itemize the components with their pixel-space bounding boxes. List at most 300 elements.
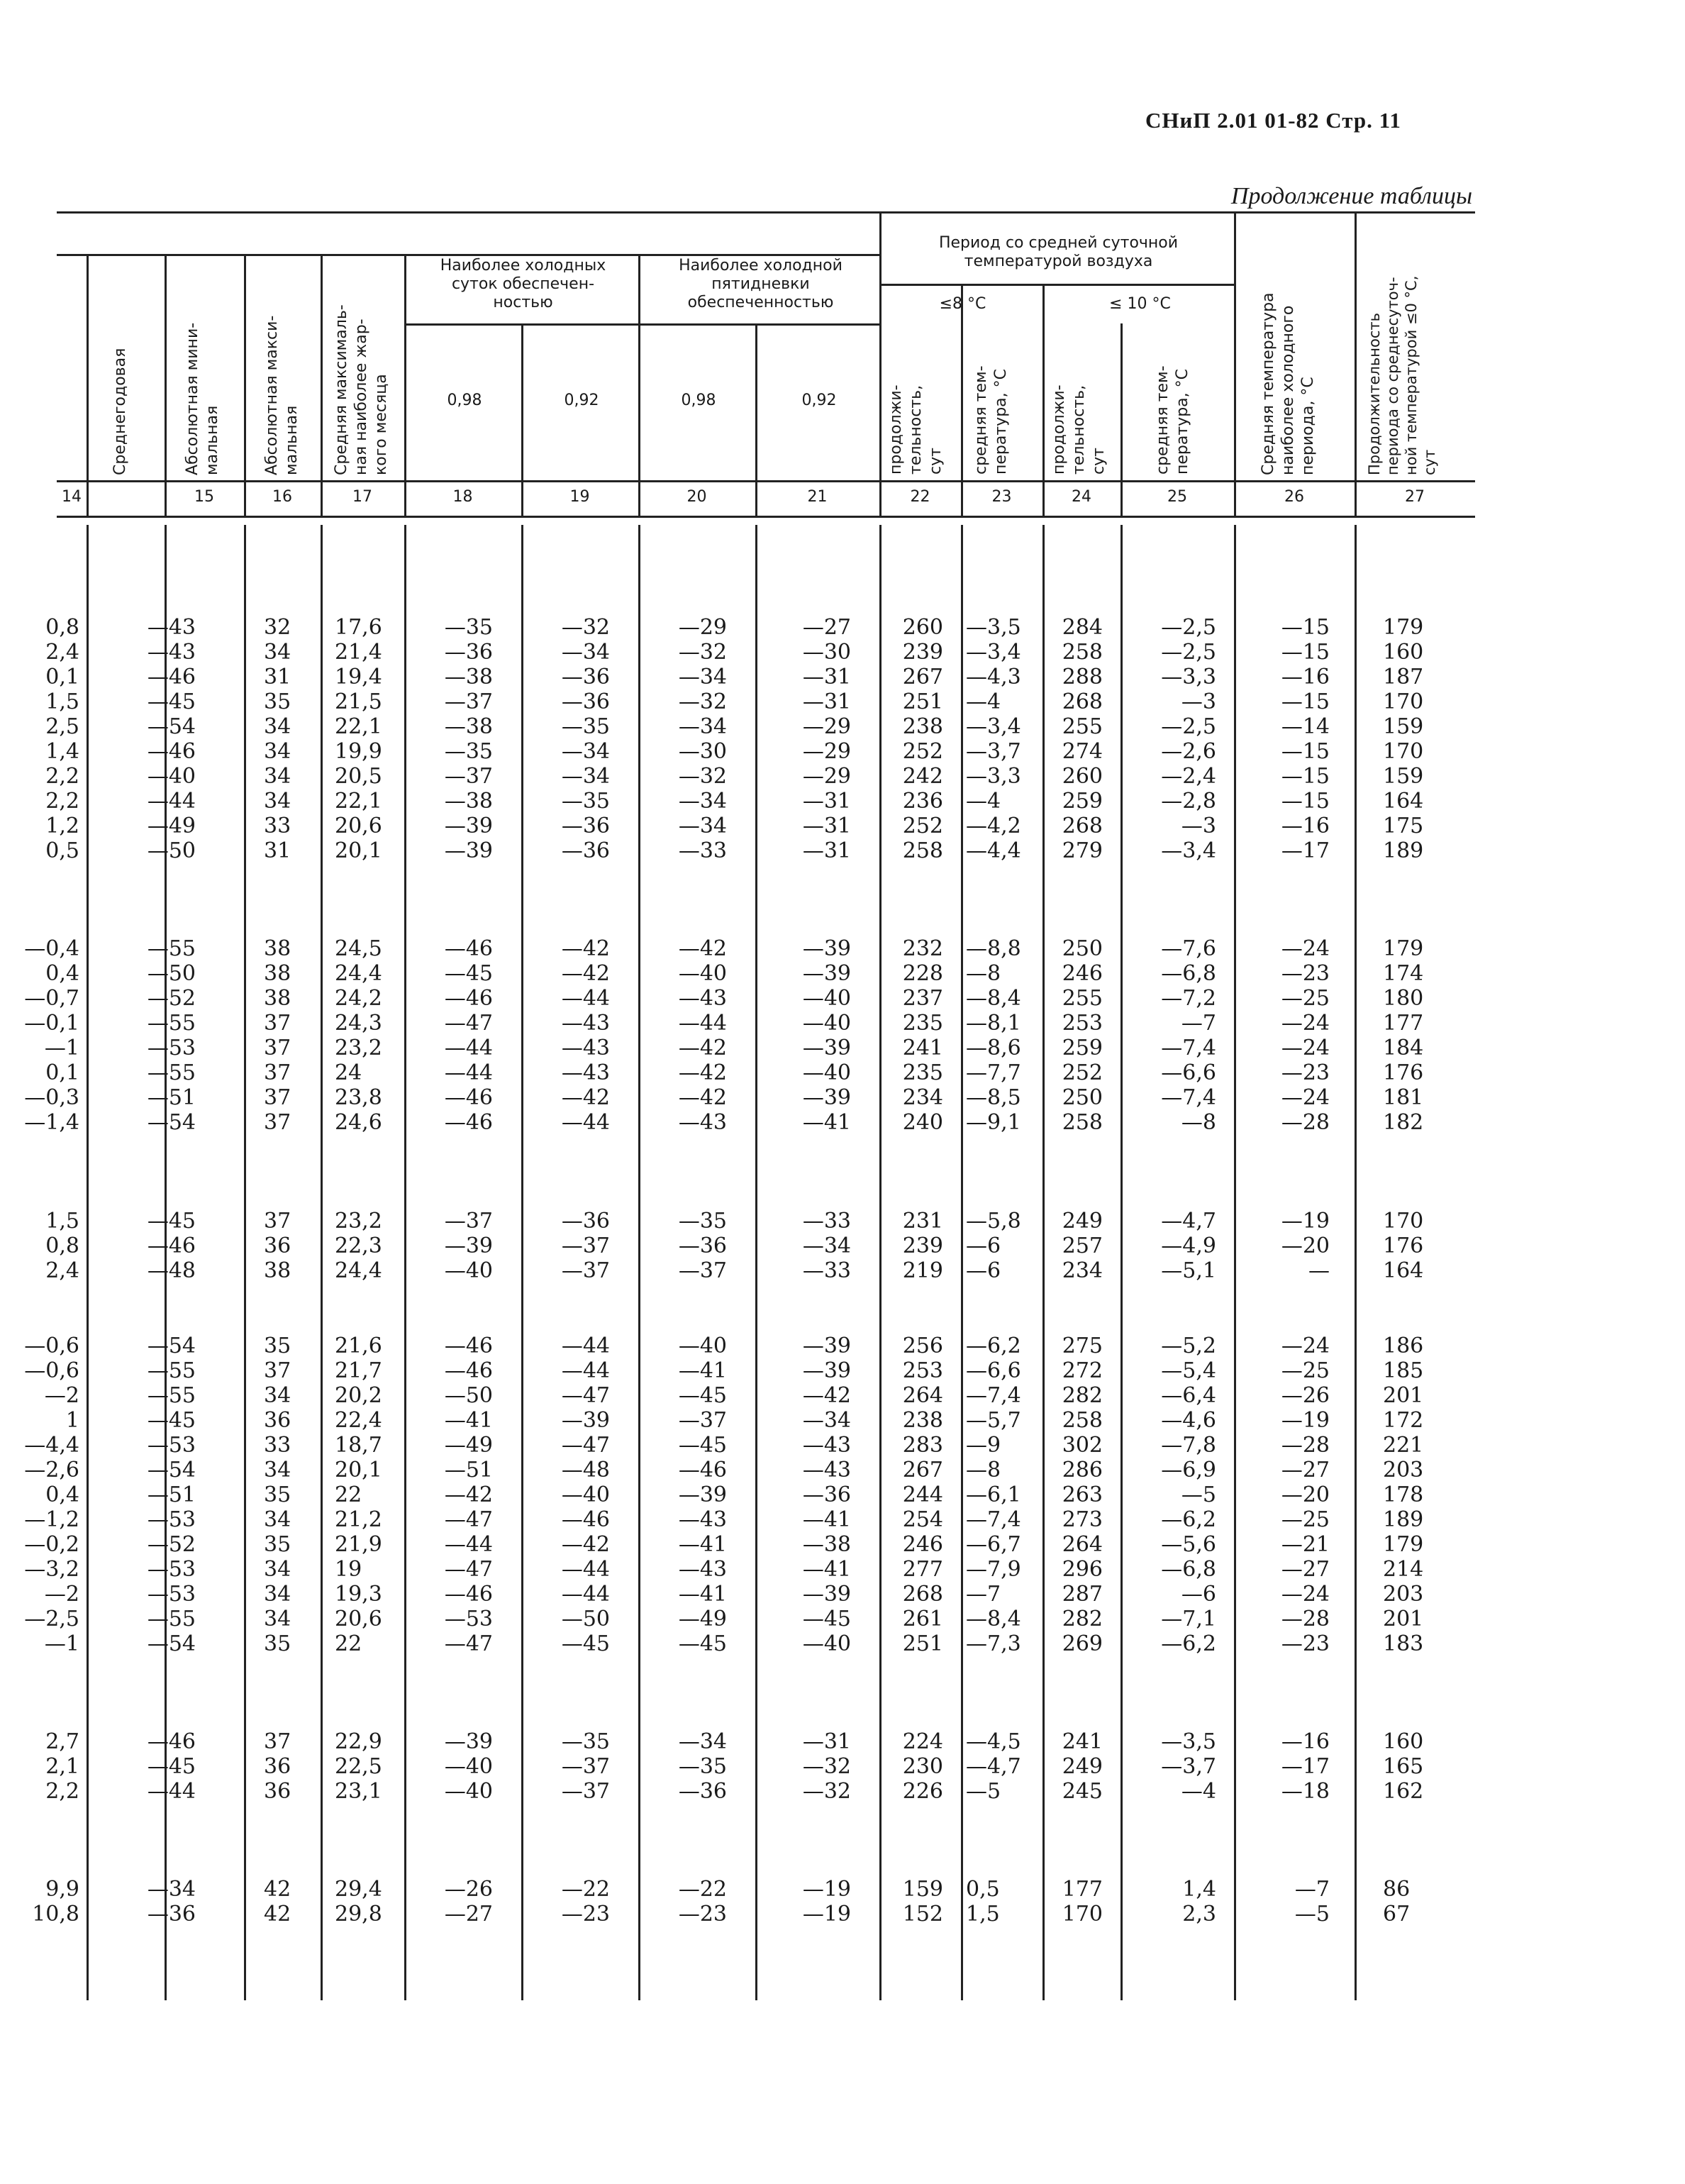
table-cell-c25: 1,4: [1182, 1877, 1216, 1902]
table-cell-c27: 160: [1383, 1729, 1424, 1754]
sub-le-8-header: ≤8 °C: [939, 295, 986, 313]
table-cell-c25: —7,6: [1161, 936, 1216, 961]
table-cell-c14: 1,5: [45, 689, 79, 714]
table-cell-c18: —35: [444, 739, 493, 764]
table-cell-c27: 164: [1383, 1258, 1424, 1283]
table-cell-c26: —28: [1281, 1433, 1330, 1458]
table-cell-c20: —42: [678, 1060, 727, 1085]
table-cell-c26: —23: [1281, 1631, 1330, 1656]
table-cell-c20: —45: [678, 1433, 727, 1458]
table-cell-c17: 21,7: [335, 1358, 382, 1383]
table-cell-c26: —15: [1281, 739, 1330, 764]
table-cell-c19: —23: [561, 1902, 610, 1927]
table-cell-c27: 159: [1383, 764, 1424, 789]
table-cell-c17: 18,7: [335, 1433, 382, 1458]
table-cell-c26: —25: [1281, 1507, 1330, 1532]
table-cell-c15: —55: [147, 1383, 196, 1408]
table-cell-c25: —2,5: [1161, 615, 1216, 640]
table-cell-c24: 287: [1062, 1582, 1103, 1607]
table-cell-c16: 35: [264, 1631, 291, 1656]
table-cell-c21: —39: [802, 1582, 851, 1607]
table-cell-c16: 34: [264, 640, 291, 665]
table-cell-c20: —34: [678, 714, 727, 739]
table-cell-c19: —43: [561, 1060, 610, 1085]
table-cell-c23: —6,1: [966, 1482, 1021, 1507]
table-cell-c27: 86: [1383, 1877, 1411, 1902]
table-cell-c26: —15: [1281, 640, 1330, 665]
table-cell-c20: —34: [678, 789, 727, 814]
table-cell-c18: —38: [444, 714, 493, 739]
table-cell-c17: 22: [335, 1631, 362, 1656]
table-cell-c22: 253: [902, 1358, 943, 1383]
table-cell-c14: 2,2: [45, 764, 79, 789]
table-cell-c22: 251: [902, 1631, 943, 1656]
table-cell-c27: 180: [1383, 986, 1424, 1011]
table-cell-c14: 2,1: [45, 1754, 79, 1779]
table-cell-c25: —5: [1181, 1482, 1216, 1507]
table-cell-c23: —8,1: [966, 1011, 1021, 1036]
col-number: 26: [1284, 488, 1304, 506]
table-cell-c18: —53: [444, 1607, 493, 1631]
table-cell-c18: —39: [444, 838, 493, 863]
table-cell-c15: —53: [147, 1557, 196, 1582]
table-cell-c25: —4,9: [1161, 1234, 1216, 1258]
table-cell-c15: —51: [147, 1482, 196, 1507]
table-cell-c23: —8,8: [966, 936, 1021, 961]
table-cell-c25: —7,2: [1161, 986, 1216, 1011]
table-cell-c25: —6,9: [1161, 1458, 1216, 1482]
table-cell-c25: —6,2: [1161, 1507, 1216, 1532]
table-cell-c15: —55: [147, 1011, 196, 1036]
table-cell-c26: —19: [1281, 1408, 1330, 1433]
table-cell-c21: —32: [802, 1754, 851, 1779]
table-cell-c18: —39: [444, 1729, 493, 1754]
table-cell-c15: —50: [147, 961, 196, 986]
table-cell-c19: —35: [561, 714, 610, 739]
table-cell-c23: —8: [966, 1458, 1001, 1482]
table-cell-c26: —24: [1281, 1085, 1330, 1110]
table-cell-c15: —54: [147, 1458, 196, 1482]
table-cell-c16: 36: [264, 1234, 291, 1258]
document-code: СНиП 2.01 01-82 Стр. 11: [1145, 108, 1401, 133]
table-cell-c17: 19,3: [335, 1582, 382, 1607]
table-cell-c17: 19,9: [335, 739, 382, 764]
table-cell-c25: —2,5: [1161, 640, 1216, 665]
table-cell-c25: —3: [1181, 689, 1216, 714]
table-cell-c22: 267: [902, 665, 943, 689]
table-cell-c26: —23: [1281, 961, 1330, 986]
table-cell-c21: —31: [802, 665, 851, 689]
table-cell-c23: —5: [966, 1779, 1001, 1804]
table-cell-c23: —9: [966, 1433, 1001, 1458]
dur-8-header: продолжи- тельность, сут: [887, 384, 945, 475]
table-cell-c24: 245: [1062, 1779, 1103, 1804]
table-cell-c14: 0,4: [45, 1482, 79, 1507]
table-cell-c19: —44: [561, 1110, 610, 1135]
table-cell-c26: —16: [1281, 1729, 1330, 1754]
table-cell-c20: —41: [678, 1582, 727, 1607]
table-cell-c17: 21,6: [335, 1334, 382, 1358]
table-cell-c15: —53: [147, 1582, 196, 1607]
table-cell-c14: —4,4: [24, 1433, 79, 1458]
table-cell-c27: 178: [1383, 1482, 1424, 1507]
table-cell-c15: —52: [147, 1532, 196, 1557]
table-cell-c22: 239: [902, 1234, 943, 1258]
table-cell-c16: 35: [264, 1334, 291, 1358]
table-cell-c26: —: [1308, 1258, 1330, 1283]
col-number: 17: [352, 488, 372, 506]
col-number: 18: [452, 488, 473, 506]
table-cell-c14: —1: [44, 1631, 79, 1656]
table-cell-c15: —46: [147, 665, 196, 689]
table-cell-c27: 183: [1383, 1631, 1424, 1656]
table-cell-c27: 203: [1383, 1458, 1424, 1482]
table-cell-c14: 0,1: [45, 665, 79, 689]
table-cell-c27: 67: [1383, 1902, 1411, 1927]
table-cell-c16: 33: [264, 1433, 291, 1458]
table-cell-c19: —42: [561, 1532, 610, 1557]
table-cell-c17: 23,8: [335, 1085, 382, 1110]
table-cell-c18: —38: [444, 665, 493, 689]
table-cell-c20: —43: [678, 1507, 727, 1532]
table-cell-c27: 203: [1383, 1582, 1424, 1607]
table-cell-c22: 283: [902, 1433, 943, 1458]
table-cell-c26: —16: [1281, 814, 1330, 838]
dur-10-header: продолжи- тельность, сут: [1050, 384, 1108, 475]
table-cell-c22: 241: [902, 1036, 943, 1060]
table-cell-c16: 42: [264, 1877, 291, 1902]
table-cell-c24: 286: [1062, 1458, 1103, 1482]
table-cell-c20: —40: [678, 961, 727, 986]
table-cell-c19: —45: [561, 1631, 610, 1656]
table-cell-c22: 239: [902, 640, 943, 665]
table-cell-c16: 37: [264, 1011, 291, 1036]
table-cell-c16: 34: [264, 1557, 291, 1582]
table-cell-c20: —30: [678, 739, 727, 764]
table-cell-c20: —32: [678, 764, 727, 789]
table-cell-c15: —49: [147, 814, 196, 838]
table-cell-c22: 228: [902, 961, 943, 986]
table-cell-c22: 252: [902, 739, 943, 764]
table-cell-c27: 159: [1383, 714, 1424, 739]
table-cell-c15: —54: [147, 1631, 196, 1656]
table-cell-c15: —44: [147, 789, 196, 814]
table-cell-c16: 34: [264, 764, 291, 789]
table-cell-c18: —45: [444, 961, 493, 986]
table-cell-c23: —8,6: [966, 1036, 1021, 1060]
table-cell-c14: 2,4: [45, 1258, 79, 1283]
table-cell-c14: 1: [65, 1408, 79, 1433]
table-cell-c25: —6,6: [1161, 1060, 1216, 1085]
col-number: 14: [62, 488, 82, 506]
table-cell-c26: —28: [1281, 1607, 1330, 1631]
table-cell-c17: 21,5: [335, 689, 382, 714]
table-cell-c22: 258: [902, 838, 943, 863]
table-cell-c18: —41: [444, 1408, 493, 1433]
table-cell-c18: —37: [444, 1209, 493, 1234]
p098-header: 0,98: [681, 392, 716, 409]
table-cell-c26: —24: [1281, 936, 1330, 961]
table-cell-c19: —37: [561, 1258, 610, 1283]
table-cell-c18: —47: [444, 1631, 493, 1656]
table-cell-c21: —33: [802, 1209, 851, 1234]
table-cell-c26: —15: [1281, 615, 1330, 640]
table-cell-c17: 23,2: [335, 1209, 382, 1234]
table-cell-c16: 34: [264, 739, 291, 764]
table-cell-c18: —37: [444, 689, 493, 714]
table-cell-c24: 258: [1062, 1408, 1103, 1433]
table-cell-c20: —33: [678, 838, 727, 863]
table-cell-c21: —39: [802, 1036, 851, 1060]
table-cell-c20: —49: [678, 1607, 727, 1631]
table-cell-c21: —31: [802, 689, 851, 714]
table-cell-c24: 246: [1062, 961, 1103, 986]
table-cell-c23: —3,7: [966, 739, 1021, 764]
table-cell-c22: 238: [902, 714, 943, 739]
table-cell-c18: —39: [444, 814, 493, 838]
table-cell-c17: 17,6: [335, 615, 382, 640]
table-cell-c26: —24: [1281, 1582, 1330, 1607]
table-cell-c24: 170: [1062, 1902, 1103, 1927]
table-cell-c25: —6,8: [1161, 961, 1216, 986]
table-cell-c15: —54: [147, 1334, 196, 1358]
table-cell-c26: —16: [1281, 665, 1330, 689]
table-cell-c21: —29: [802, 739, 851, 764]
table-cell-c22: 224: [902, 1729, 943, 1754]
temp-10-header: средняя тем- пература, °C: [1154, 365, 1191, 475]
table-cell-c21: —33: [802, 1258, 851, 1283]
table-cell-c19: —47: [561, 1383, 610, 1408]
table-cell-c19: —44: [561, 1334, 610, 1358]
table-cell-c24: 177: [1062, 1877, 1103, 1902]
table-cell-c22: 251: [902, 689, 943, 714]
table-cell-c23: —6,7: [966, 1532, 1021, 1557]
table-cell-c15: —48: [147, 1258, 196, 1283]
table-cell-c23: —8,5: [966, 1085, 1021, 1110]
table-cell-c27: 177: [1383, 1011, 1424, 1036]
table-cell-c16: 31: [264, 665, 291, 689]
table-cell-c18: —35: [444, 615, 493, 640]
table-cell-c22: 246: [902, 1532, 943, 1557]
table-cell-c17: 22,1: [335, 714, 382, 739]
table-cell-c16: 34: [264, 714, 291, 739]
table-cell-c21: —41: [802, 1557, 851, 1582]
table-cell-c20: —41: [678, 1532, 727, 1557]
table-cell-c25: —4: [1181, 1779, 1216, 1804]
table-cell-c25: —6,8: [1161, 1557, 1216, 1582]
table-cell-c18: —46: [444, 1085, 493, 1110]
table-cell-c24: 249: [1062, 1754, 1103, 1779]
table-cell-c23: —3,5: [966, 615, 1021, 640]
table-cell-c20: —34: [678, 814, 727, 838]
table-cell-c15: —51: [147, 1085, 196, 1110]
table-cell-c23: —5,8: [966, 1209, 1021, 1234]
table-cell-c14: —0,3: [24, 1085, 79, 1110]
table-cell-c24: 234: [1062, 1258, 1103, 1283]
table-cell-c14: —0,4: [24, 936, 79, 961]
table-cell-c21: —39: [802, 1358, 851, 1383]
table-cell-c14: —2,5: [24, 1607, 79, 1631]
table-cell-c23: —3,3: [966, 764, 1021, 789]
table-cell-c20: —22: [678, 1877, 727, 1902]
table-cell-c16: 37: [264, 1036, 291, 1060]
table-cell-c22: 256: [902, 1334, 943, 1358]
table-cell-c16: 42: [264, 1902, 291, 1927]
table-cell-c17: 20,1: [335, 1458, 382, 1482]
table-cell-c22: 254: [902, 1507, 943, 1532]
table-cell-c21: —39: [802, 936, 851, 961]
col-number: 23: [991, 488, 1012, 506]
table-cell-c23: —6,6: [966, 1358, 1021, 1383]
table-cell-c22: 237: [902, 986, 943, 1011]
table-cell-c27: 189: [1383, 838, 1424, 863]
table-cell-c18: —39: [444, 1234, 493, 1258]
col-duration-le0-header: Продолжительность периода со среднесуточ- ной температурой ≤0 °C, сут: [1366, 275, 1438, 475]
table-cell-c27: 164: [1383, 789, 1424, 814]
table-cell-c27: 184: [1383, 1036, 1424, 1060]
table-cell-c14: 2,2: [45, 1779, 79, 1804]
table-cell-c19: —37: [561, 1234, 610, 1258]
table-cell-c25: —7: [1181, 1011, 1216, 1036]
table-cell-c27: 175: [1383, 814, 1424, 838]
table-cell-c20: —37: [678, 1408, 727, 1433]
table-cell-c22: 232: [902, 936, 943, 961]
table-cell-c21: —31: [802, 838, 851, 863]
table-cell-c14: 2,7: [45, 1729, 79, 1754]
table-cell-c23: —6: [966, 1234, 1001, 1258]
table-cell-c21: —31: [802, 789, 851, 814]
table-cell-c14: 2,5: [45, 714, 79, 739]
table-cell-c24: 264: [1062, 1532, 1103, 1557]
table-cell-c19: —44: [561, 1358, 610, 1383]
table-cell-c16: 33: [264, 814, 291, 838]
table-cell-c18: —37: [444, 764, 493, 789]
table-cell-c17: 24,4: [335, 961, 382, 986]
table-cell-c27: 187: [1383, 665, 1424, 689]
table-cell-c26: —19: [1281, 1209, 1330, 1234]
table-cell-c20: —36: [678, 1779, 727, 1804]
table-cell-c26: —17: [1281, 838, 1330, 863]
table-cell-c25: 2,3: [1182, 1902, 1216, 1927]
table-cell-c17: 19,4: [335, 665, 382, 689]
table-cell-c24: 268: [1062, 689, 1103, 714]
table-cell-c20: —35: [678, 1209, 727, 1234]
table-cell-c27: 186: [1383, 1334, 1424, 1358]
table-cell-c15: —55: [147, 1358, 196, 1383]
col-number: 25: [1167, 488, 1187, 506]
table-cell-c26: —27: [1281, 1458, 1330, 1482]
table-cell-c23: —7,4: [966, 1383, 1021, 1408]
table-cell-c25: —7,4: [1161, 1036, 1216, 1060]
table-cell-c24: 241: [1062, 1729, 1103, 1754]
table-cell-c21: —19: [802, 1902, 851, 1927]
table-cell-c27: 179: [1383, 1532, 1424, 1557]
table-cell-c20: —37: [678, 1258, 727, 1283]
table-cell-c23: —6: [966, 1258, 1001, 1283]
table-cell-c14: —2: [44, 1383, 79, 1408]
table-cell-c15: —43: [147, 615, 196, 640]
table-cell-c23: —5,7: [966, 1408, 1021, 1433]
temp-8-header: средняя тем- пература, °C: [972, 365, 1010, 475]
table-cell-c14: 0,8: [45, 1234, 79, 1258]
table-cell-c17: 22: [335, 1482, 362, 1507]
table-cell-c20: —45: [678, 1383, 727, 1408]
table-cell-c14: —2: [44, 1582, 79, 1607]
table-cell-c22: 277: [902, 1557, 943, 1582]
table-cell-c25: —5,4: [1161, 1358, 1216, 1383]
table-cell-c19: —40: [561, 1482, 610, 1507]
table-cell-c21: —39: [802, 1085, 851, 1110]
table-cell-c24: 279: [1062, 838, 1103, 863]
table-cell-c14: 0,1: [45, 1060, 79, 1085]
table-cell-c26: —5: [1294, 1902, 1330, 1927]
table-cell-c22: 234: [902, 1085, 943, 1110]
table-cell-c24: 250: [1062, 936, 1103, 961]
table-cell-c15: —46: [147, 739, 196, 764]
table-continuation-caption: Продолжение таблицы: [1230, 183, 1472, 209]
table-cell-c16: 36: [264, 1754, 291, 1779]
table-cell-c25: —3,3: [1161, 665, 1216, 689]
table-cell-c25: —7,8: [1161, 1433, 1216, 1458]
table-cell-c23: —7,3: [966, 1631, 1021, 1656]
table-cell-c21: —40: [802, 1060, 851, 1085]
table-cell-c23: —4: [966, 689, 1001, 714]
table-cell-c19: —34: [561, 764, 610, 789]
table-cell-c26: —21: [1281, 1532, 1330, 1557]
table-cell-c26: —25: [1281, 1358, 1330, 1383]
table-cell-c21: —32: [802, 1779, 851, 1804]
table-cell-c19: —43: [561, 1036, 610, 1060]
table-cell-c15: —45: [147, 689, 196, 714]
table-cell-c25: —4,7: [1161, 1209, 1216, 1234]
table-cell-c19: —47: [561, 1433, 610, 1458]
table-cell-c14: 2,2: [45, 789, 79, 814]
table-cell-c20: —32: [678, 640, 727, 665]
table-cell-c19: —48: [561, 1458, 610, 1482]
table-cell-c21: —31: [802, 1729, 851, 1754]
table-cell-c18: —40: [444, 1779, 493, 1804]
table-cell-c17: 20,1: [335, 838, 382, 863]
table-cell-c22: 230: [902, 1754, 943, 1779]
table-cell-c23: —4: [966, 789, 1001, 814]
table-cell-c21: —41: [802, 1507, 851, 1532]
table-cell-c18: —46: [444, 986, 493, 1011]
table-cell-c23: —7,9: [966, 1557, 1021, 1582]
table-cell-c26: —23: [1281, 1060, 1330, 1085]
table-cell-c17: 19: [335, 1557, 362, 1582]
table-cell-c25: —6: [1181, 1582, 1216, 1607]
table-cell-c25: —3: [1181, 814, 1216, 838]
table-cell-c24: 257: [1062, 1234, 1103, 1258]
table-cell-c19: —39: [561, 1408, 610, 1433]
table-cell-c15: —43: [147, 640, 196, 665]
table-cell-c19: —44: [561, 1557, 610, 1582]
table-cell-c22: 238: [902, 1408, 943, 1433]
col-abs-max-header: Абсолютная макси- мальная: [263, 315, 301, 475]
table-cell-c22: 236: [902, 789, 943, 814]
table-cell-c16: 34: [264, 1607, 291, 1631]
table-cell-c19: —42: [561, 936, 610, 961]
col-avg-max-hottest-header: Средняя максималь- ная наиболее жар- кого месяца: [333, 304, 390, 475]
table-cell-c22: 231: [902, 1209, 943, 1234]
table-cell-c21: —19: [802, 1877, 851, 1902]
table-cell-c16: 34: [264, 1383, 291, 1408]
table-cell-c22: 159: [902, 1877, 943, 1902]
table-cell-c21: —41: [802, 1110, 851, 1135]
table-cell-c20: —32: [678, 689, 727, 714]
table-cell-c16: 34: [264, 1458, 291, 1482]
table-cell-c27: 185: [1383, 1358, 1424, 1383]
